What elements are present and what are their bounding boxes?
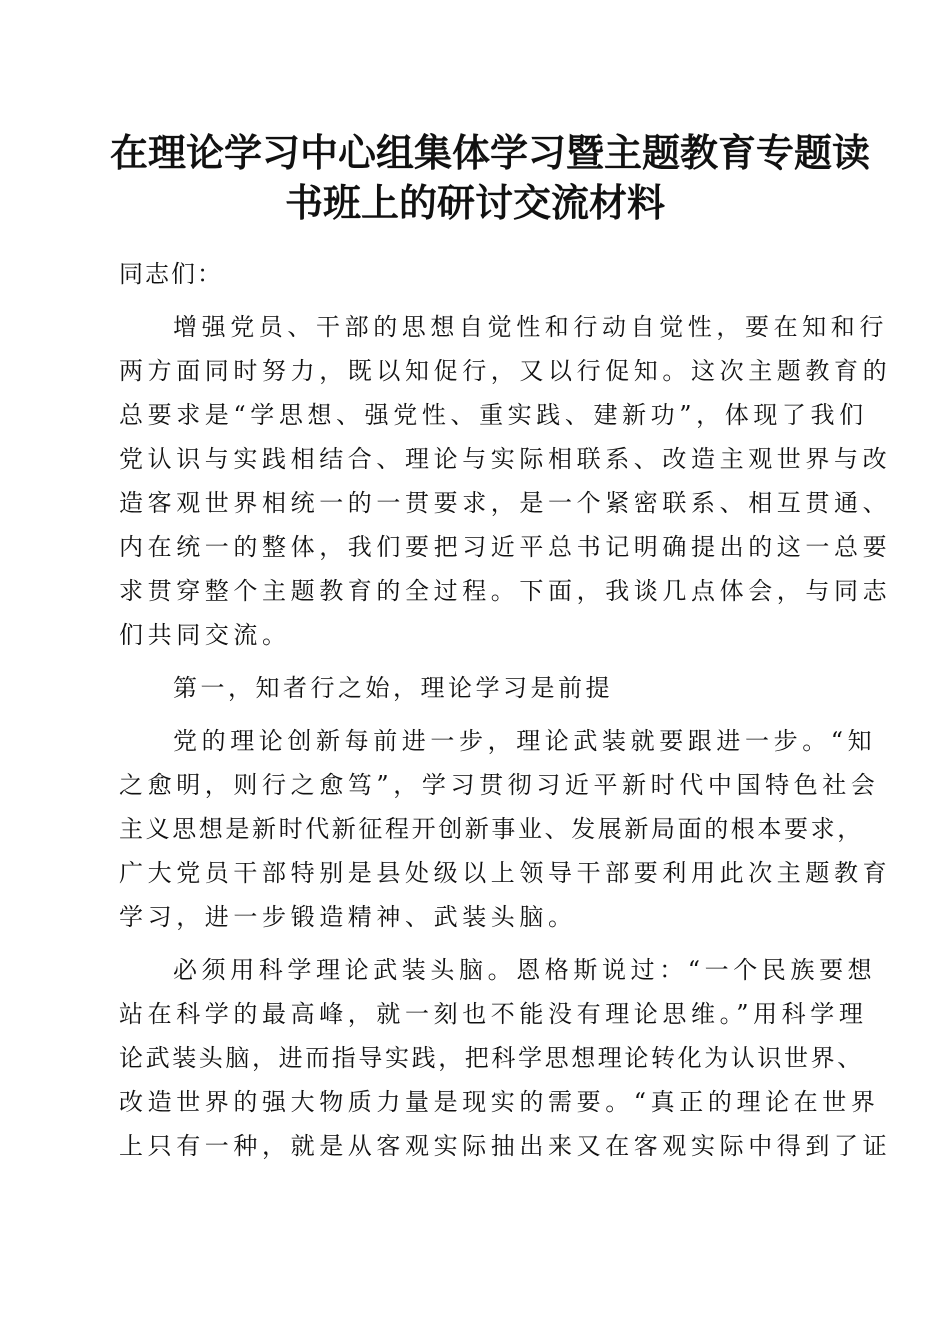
paragraph-line: 党的理论创新每前进一步，理论武装就要跟进一步。“知 xyxy=(173,727,877,755)
title-line-1: 在理论学习中心组集体学习暨主题教育专题读 xyxy=(110,130,871,175)
paragraph-line: 论武装头脑，进而指导实践，把科学思想理论转化为认识世界、 xyxy=(119,1044,864,1072)
paragraph-line: 必须用科学理论武装头脑。恩格斯说过：“一个民族要想 xyxy=(173,956,877,984)
section-heading: 第一，知者行之始，理论学习是前提 xyxy=(173,674,613,702)
document-title xyxy=(110,128,871,228)
document-body xyxy=(119,252,892,1168)
paragraph-intro xyxy=(119,305,892,657)
paragraph-line: 党认识与实践相结合、理论与实际相联系、改造主观世界与改 xyxy=(119,445,892,473)
paragraph-line: 主义思想是新时代新征程开创新事业、发展新局面的根本要求， xyxy=(119,815,864,843)
paragraph-line: 学习，进一步锻造精神、武装头脑。 xyxy=(119,903,577,931)
paragraph-line: 站在科学的最高峰，就一刻也不能没有理论思维。”用科学理 xyxy=(119,1000,868,1028)
paragraph-line: 上只有一种，就是从客观实际抽出来又在客观实际中得到了证 xyxy=(119,1132,892,1160)
paragraph-line: 造客观世界相统一的一贯要求，是一个紧密联系、相互贯通、 xyxy=(119,489,892,517)
paragraph-line: 改造世界的强大物质力量是现实的需要。“真正的理论在世界 xyxy=(119,1088,880,1116)
paragraph-line: 增强党员、干部的思想自觉性和行动自觉性，要在知和行 xyxy=(173,313,888,341)
paragraph-line: 广大党员干部特别是县处级以上领导干部要利用此次主题教育 xyxy=(119,859,892,887)
title-line-2: 书班上的研讨交流材料 xyxy=(284,180,665,225)
salutation: 同志们： xyxy=(119,260,223,288)
paragraph-line: 两方面同时努力，既以知促行，又以行促知。这次主题教育的 xyxy=(119,357,892,385)
paragraph-scientific-theory xyxy=(119,948,892,1168)
paragraph-line: 求贯穿整个主题教育的全过程。下面，我谈几点体会，与同志 xyxy=(119,577,892,605)
paragraph-line: 内在统一的整体，我们要把习近平总书记明确提出的这一总要 xyxy=(119,533,892,561)
paragraph-line: 总要求是“学思想、强党性、重实践、建新功”，体现了我们 xyxy=(119,401,868,429)
paragraph-line: 之愈明，则行之愈笃”，学习贯彻习近平新时代中国特色社会 xyxy=(119,771,880,799)
paragraph-line: 们共同交流。 xyxy=(119,621,291,649)
paragraph-theory-first xyxy=(119,719,892,939)
